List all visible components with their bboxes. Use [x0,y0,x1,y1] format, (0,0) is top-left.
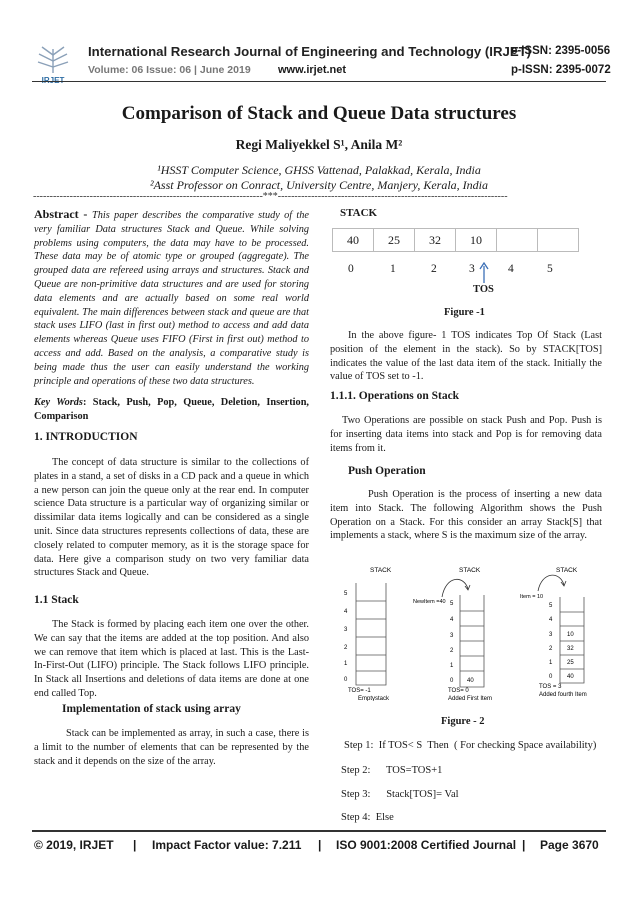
abstract-text: This paper describes the comparative study of the very familiar Data structures Stack and Queue. While solving problems using computers, the data may have to be processed. These data may be of atomic type or grouped (aggregate). The grouped data are refereed using arrays and structures. Stack and Queue are non-primitive data structures and are used for storing data elements and are actually based on some real world equivalent. The main differences between stack and queue are that stack uses LIFO (last in first out) method to access and add data elements whereas Queue uses FIFO (First in first out) method to access and add. Based on the analysis, a comparative study is being made thus the user can easily understand the working principle and operations of these two data structures. [34,210,309,387]
tos-label: TOS [473,284,494,295]
footer-rule [32,830,606,832]
index-label: 4 [508,263,514,275]
index-label: 0 [348,263,354,275]
fig2-stack1-box [356,583,386,685]
affiliation-2: ²Asst Professor on Conract, University Centre, Manjery, Kerala, India [149,178,488,192]
svg-text:0: 0 [344,677,348,683]
volume-issue: Volume: 06 Issue: 06 | June 2019 [88,64,251,76]
fig2-stack3-box [560,597,584,683]
fig2-stack1-caption: Emptystack [358,696,390,701]
index-label: 3 [469,263,475,275]
svg-text:1: 1 [344,661,348,667]
footer-page: Page 3670 [540,838,599,852]
paper-title: Comparison of Stack and Queue Data structures [121,103,517,124]
svg-text:2: 2 [549,646,553,652]
stack-cell: 32 [415,229,456,252]
operations-text: Two Operations are possible on stack Push and Pop. Push is for inserting data items into stack and Pop is for removing data items from it. [330,415,602,454]
index-label: 2 [431,263,437,275]
footer-copyright: © 2019, IRJET [34,838,114,852]
eissn: e-ISSN: 2395-0056 [511,45,611,57]
fig1-label: STACK [340,207,378,219]
footer-iso: ISO 9001:2008 Certified Journal [336,838,517,852]
header-rule [32,81,606,82]
svg-text:25: 25 [567,660,574,666]
pissn: p-ISSN: 2395-0072 [511,64,611,76]
abstract-label: Abstract - [34,207,93,221]
svg-text:1: 1 [450,663,454,669]
fig2-stack3-caption: Added fourth Item [539,692,587,698]
fig2-stack2-value: 40 [467,678,474,684]
stack-cell: 25 [374,229,415,252]
svg-text:32: 32 [567,646,574,652]
paper-authors: Regi Maliyekkel S¹, Anila M² [235,137,403,152]
fig2-stack3-values [567,632,574,680]
svg-text:5: 5 [450,601,454,607]
svg-text:5: 5 [549,603,553,609]
svg-text:0: 0 [549,674,553,680]
index-label: 5 [547,263,553,275]
push-arrow-icon [442,579,468,597]
journal-title: International Research Journal of Engineering and Technology (IRJET) [88,44,532,59]
abstract [34,208,309,388]
push-arrow-icon [538,575,564,591]
push-heading: Push Operation [348,465,426,477]
fig2-stack3-tos: TOS = 3 [539,684,562,690]
fig2-stack3-label: STACK [556,567,578,574]
svg-text:2: 2 [450,648,454,654]
tos-arrow-icon [478,262,490,284]
figure-2 [334,561,606,701]
svg-text:3: 3 [450,633,454,639]
fig2-stack2-indices [450,601,454,684]
intro-text: The concept of data structure is similar to the collections of plates in a stand, a set of disks in a CD pack and a queue in which a new person can join the queue only at the rear end. In computer science Data structure is a particular way of organizing similar or dissimilar data items logically and can be considered as a single unit. Since data structures represents collections of data, these are closely related to computer memory, as it is the storage space for data. Here give a comparison study on two very familiar data structures Stack and Queue. [34,457,309,579]
fig2-stack1-indices [344,591,348,683]
keywords-text: : Stack, Push, Pop, Queue, Deletion, Insertion, Comparison [34,397,309,422]
svg-text:1: 1 [549,660,553,666]
fig2-stack2-box [460,595,484,687]
stack-cell [538,229,579,252]
footer-separator: | [318,838,322,852]
fig2-newitem: NewItem =40 [413,599,446,605]
footer-separator: | [133,838,137,852]
stack-heading: 1.1 Stack [34,594,79,606]
algo-step-3: Step 3: Stack[TOS]= Val [341,789,459,800]
fig1-paragraph: In the above figure- 1 TOS indicates Top Of Stack (Last position of the element in the stack). So by STACK[TOS] indicates the value of the last data item of the stack. Initially the value of TOS set to -1. [330,330,602,383]
section-divider: ---------------------------------------------------------------------***--------------------------------------------------------------------- [33,191,508,202]
fig2-caption: Figure - 2 [441,716,485,727]
keywords [34,396,309,424]
svg-text:3: 3 [344,627,348,633]
push-text: Push Operation is the process of inserting a new data item into Stack. The following Algorithm shows the Push Operation on a Stack. For this consider an array Stack[S] that implements a stack, where S is the maximum size of the array. [330,489,602,542]
algo-step-2: Step 2: TOS=TOS+1 [341,765,443,776]
svg-text:4: 4 [450,617,454,623]
svg-text:5: 5 [344,591,348,597]
fig2-stack3-indices [549,603,553,680]
svg-text:10: 10 [567,632,574,638]
fig2-stack1-label: STACK [370,567,392,574]
footer-separator: | [522,838,526,852]
svg-text:40: 40 [567,674,574,680]
index-label: 1 [390,263,396,275]
irjet-logo [34,43,72,85]
svg-text:4: 4 [344,609,348,615]
operations-heading: 1.1.1. Operations on Stack [330,390,460,402]
svg-text:2: 2 [344,645,348,651]
stack-cell: 40 [333,229,374,252]
stack-cell: 10 [456,229,497,252]
stack-cell [497,229,538,252]
fig2-stack2-label: STACK [459,567,481,574]
svg-text:4: 4 [549,617,553,623]
algo-step-1: Step 1: If TOS< S Then ( For checking Space availability) [344,740,597,751]
intro-heading: 1. INTRODUCTION [34,431,138,443]
impl-heading: Implementation of stack using array [62,703,241,715]
keywords-label: Key Words [34,397,83,408]
footer-impact: Impact Factor value: 7.211 [152,838,302,852]
algo-step-4: Step 4: Else [341,812,394,823]
fig2-item: Item = 10 [520,594,544,600]
fig1-stack-array [332,228,579,252]
stack-text: The Stack is formed by placing each item one over the other. We can say that the items are added at the top position. And also we can remove that item which is placed at last. This is the Last-In-First-Out (LIFO) principle. The Stack follows LIFO principle. In Stack all Insertions and deletions of data items are done at one end called Top. [34,619,309,699]
fig2-stack1-tos: TOS= -1 [348,688,371,694]
fig1-caption: Figure -1 [444,307,485,318]
impl-text: Stack can be implemented as array, in such a case, there is a limit to the number of elements that can be represented by the stack and it depends on the size of the array. [34,728,309,767]
fig2-stack2-tos: TOS= 0 [448,688,469,694]
svg-text:3: 3 [549,632,553,638]
fig2-stack2-caption: Added First Item [448,696,493,701]
svg-text:0: 0 [450,678,454,684]
affiliation-1: ¹HSST Computer Science, GHSS Vattenad, Palakkad, Kerala, India [157,163,481,177]
website-link[interactable]: www.irjet.net [278,64,347,76]
